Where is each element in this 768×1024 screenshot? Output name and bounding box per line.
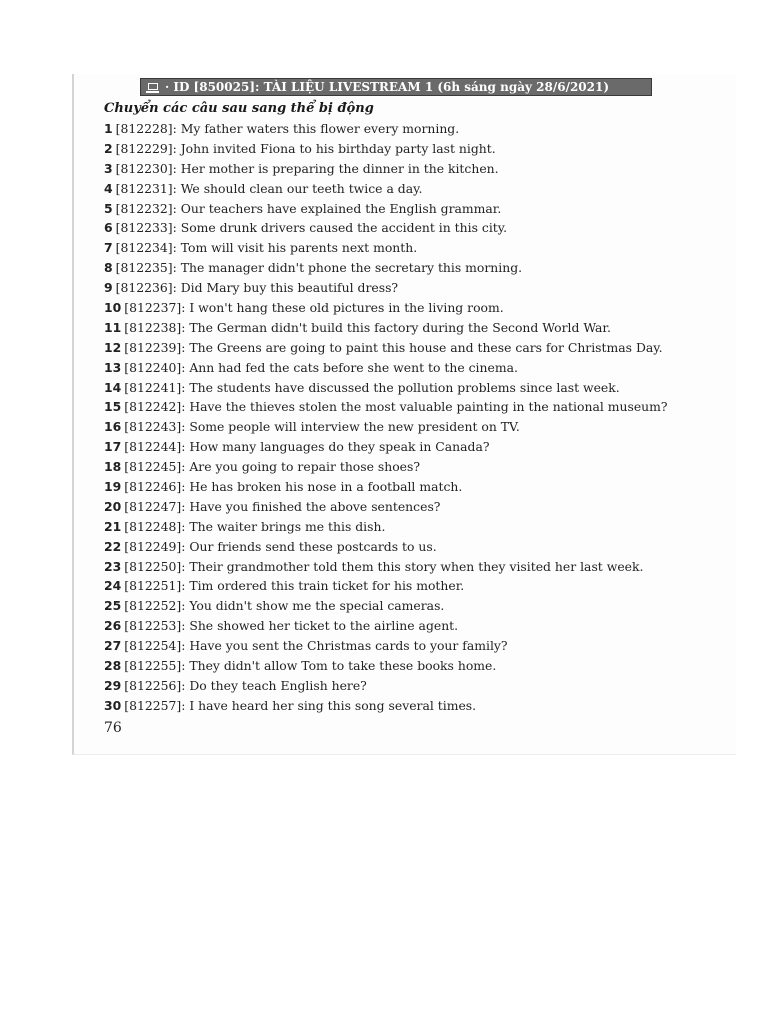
question-item — [104, 676, 668, 696]
page-number: 76 — [104, 720, 122, 736]
question-item — [104, 338, 668, 358]
question-number: 19 — [104, 479, 122, 495]
question-number: 4 — [104, 180, 113, 196]
question-item — [104, 457, 668, 477]
question-item — [104, 397, 668, 417]
question-number: 24 — [104, 578, 122, 594]
question-item — [104, 596, 668, 616]
question-text: [812228]: My father waters this flower every morning. — [115, 121, 460, 136]
question-text: [812236]: Did Mary buy this beautiful dress? — [115, 280, 399, 296]
question-text: [812253]: She showed her ticket to the airline agent. — [124, 618, 459, 634]
question-text: [812241]: The students have discussed the pollution problems since last week. — [124, 379, 620, 395]
question-text: [812247]: Have you finished the above sentences? — [124, 498, 441, 514]
question-text: [812237]: I won't hang these old pictures in the living room. — [124, 300, 504, 316]
question-text: [812232]: Our teachers have explained the English grammar. — [115, 200, 502, 216]
question-text: [812244]: How many languages do they speak in Canada? — [124, 439, 490, 455]
question-item — [104, 517, 668, 537]
question-number: 12 — [104, 339, 122, 355]
question-number: 25 — [104, 598, 122, 614]
question-text: [812240]: Ann had fed the cats before she went to the cinema. — [124, 359, 518, 375]
question-number: 15 — [104, 399, 122, 415]
question-number: 7 — [104, 240, 113, 256]
question-number: 21 — [104, 518, 122, 534]
header-title: · ID [850025]: TÀI LIỆU LIVESTREAM 1 (6h sáng ngày 28/6/2021) — [165, 80, 610, 94]
question-item — [104, 218, 668, 238]
question-item — [104, 298, 668, 318]
question-number: 26 — [104, 618, 122, 634]
question-number: 10 — [104, 300, 122, 316]
question-text: [812251]: Tim ordered this train ticket for his mother. — [124, 578, 465, 594]
question-text: [812248]: The waiter brings me this dish. — [124, 518, 386, 534]
question-text: [812252]: You didn't show me the special cameras. — [124, 598, 445, 614]
question-text: [812235]: The manager didn't phone the secretary this morning. — [115, 260, 523, 276]
question-item — [104, 159, 668, 179]
question-item — [104, 318, 668, 338]
question-item — [104, 437, 668, 457]
question-text: [812246]: He has broken his nose in a football match. — [124, 479, 463, 495]
question-text: [812230]: Her mother is preparing the dinner in the kitchen. — [115, 160, 499, 176]
question-number: 16 — [104, 419, 122, 435]
question-text: [812249]: Our friends send these postcards to us. — [124, 538, 437, 554]
question-item — [104, 238, 668, 258]
question-number: 2 — [104, 140, 113, 156]
question-number: 29 — [104, 677, 122, 693]
question-item — [104, 537, 668, 557]
question-text: [812243]: Some people will interview the new president on TV. — [124, 419, 520, 435]
question-number: 27 — [104, 638, 122, 654]
question-text: [812231]: We should clean our teeth twice a day. — [115, 180, 423, 196]
question-text: [812233]: Some drunk drivers caused the accident in this city. — [115, 220, 508, 236]
question-item — [104, 557, 668, 577]
question-item — [104, 378, 668, 398]
question-number: 22 — [104, 538, 122, 554]
question-text: [812238]: The German didn't build this factory during the Second World War. — [124, 319, 611, 335]
question-text: [812250]: Their grandmother told them this story when they visited her last week. — [124, 558, 644, 574]
question-text: [812256]: Do they teach English here? — [124, 677, 367, 693]
instruction-heading: Chuyển các câu sau sang thể bị động — [104, 101, 374, 116]
question-text: [812255]: They didn't allow Tom to take these books home. — [124, 658, 497, 674]
question-number: 20 — [104, 498, 122, 514]
laptop-icon — [148, 83, 158, 90]
question-number: 9 — [104, 280, 113, 296]
header-bar — [140, 78, 652, 96]
question-number: 5 — [104, 200, 113, 216]
question-text: [812239]: The Greens are going to paint this house and these cars for Christmas Day. — [124, 339, 663, 355]
question-text: [812257]: I have heard her sing this song several times. — [124, 697, 477, 713]
question-item — [104, 278, 668, 298]
question-number: 30 — [104, 697, 122, 713]
question-item — [104, 656, 668, 676]
question-number: 11 — [104, 319, 122, 335]
question-list — [104, 119, 668, 716]
question-number: 17 — [104, 439, 122, 455]
question-number: 1 — [104, 121, 113, 136]
question-number: 3 — [104, 160, 113, 176]
question-number: 14 — [104, 379, 122, 395]
question-item — [104, 696, 668, 716]
question-text: [812242]: Have the thieves stolen the most valuable painting in the national museum? — [124, 399, 668, 415]
question-number: 13 — [104, 359, 122, 375]
question-item — [104, 258, 668, 278]
question-text: [812229]: John invited Fiona to his birthday party last night. — [115, 140, 496, 156]
question-item — [104, 199, 668, 219]
question-item — [104, 179, 668, 199]
question-item — [104, 119, 668, 139]
question-item — [104, 576, 668, 596]
question-number: 18 — [104, 459, 122, 475]
question-number: 6 — [104, 220, 113, 236]
question-text: [812254]: Have you sent the Christmas cards to your family? — [124, 638, 508, 654]
question-item — [104, 616, 668, 636]
question-number: 23 — [104, 558, 122, 574]
question-item — [104, 358, 668, 378]
question-item — [104, 417, 668, 437]
question-number: 28 — [104, 658, 122, 674]
question-item — [104, 497, 668, 517]
question-number: 8 — [104, 260, 113, 276]
question-text: [812245]: Are you going to repair those shoes? — [124, 459, 421, 475]
question-item — [104, 139, 668, 159]
question-item — [104, 636, 668, 656]
question-text: [812234]: Tom will visit his parents next month. — [115, 240, 418, 256]
question-item — [104, 477, 668, 497]
